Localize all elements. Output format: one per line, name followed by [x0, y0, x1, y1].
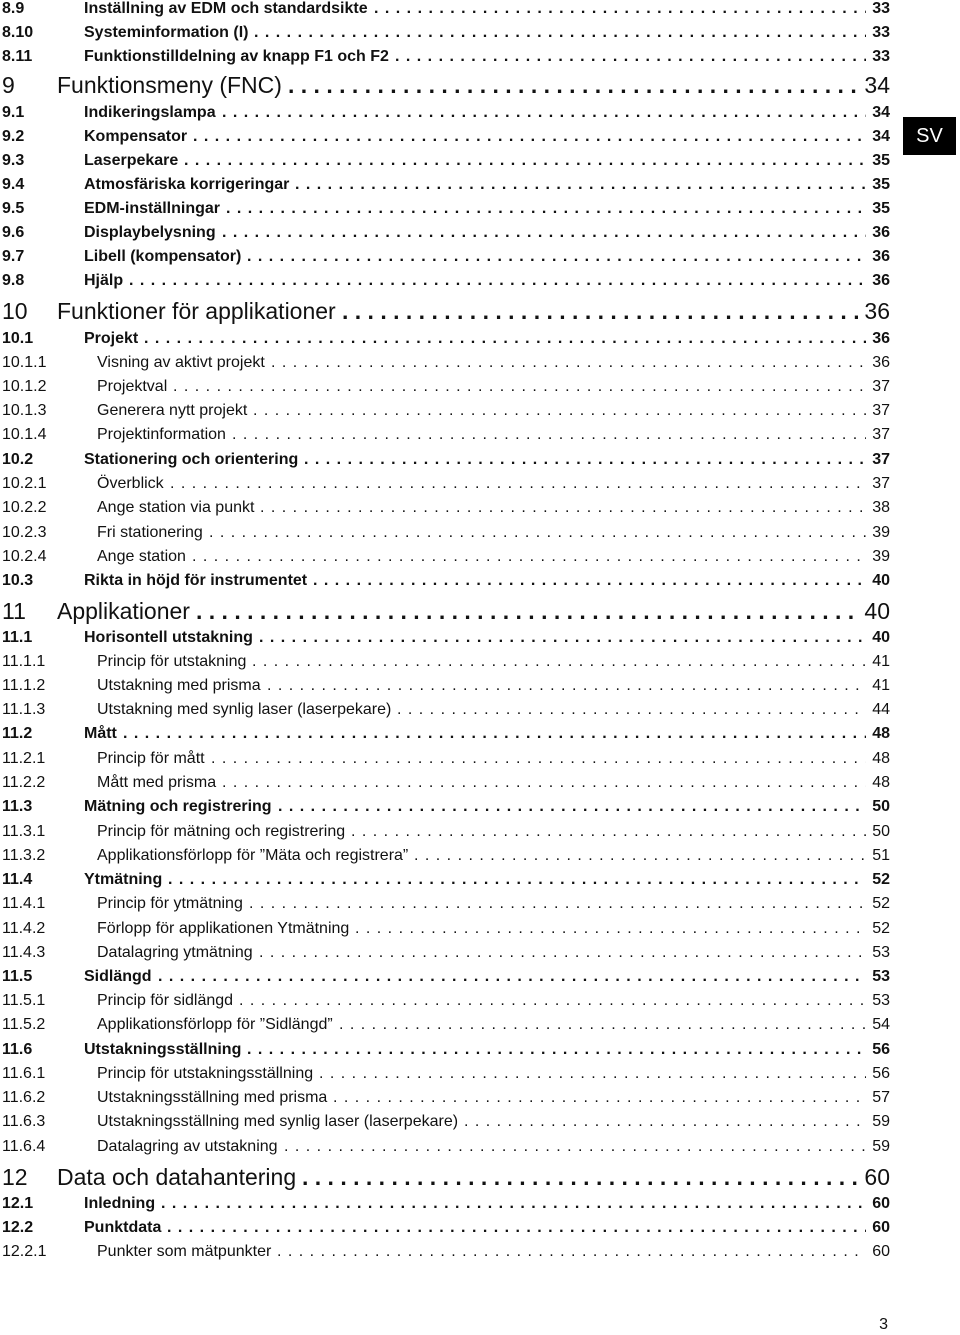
toc-page: 53 [872, 992, 890, 1009]
toc-entry-row[interactable] [0, 992, 890, 1012]
toc-leader-dots [284, 1138, 866, 1156]
toc-number: 12.1 [2, 1195, 34, 1212]
toc-page: 37 [872, 475, 890, 492]
toc-title: Projektinformation [97, 426, 226, 443]
toc-entry-row[interactable] [0, 920, 890, 940]
toc-title: Applikationer [57, 598, 190, 624]
toc-title: Ytmätning [84, 871, 163, 888]
toc-number: 11.4.3 [2, 944, 46, 961]
toc-entry-row[interactable] [0, 1219, 890, 1239]
toc-number: 10.1 [2, 330, 34, 347]
toc-number: 12.2 [2, 1219, 34, 1236]
toc-title: Förlopp för applikationen Ytmätning [97, 920, 350, 937]
toc-entry-row[interactable] [0, 104, 890, 124]
toc-leader-dots [342, 298, 858, 325]
toc-entry-row[interactable] [0, 224, 890, 244]
toc-number: 11.5 [2, 968, 33, 985]
toc-leader-dots [302, 1164, 858, 1191]
toc-title: Utstakningsställning med prisma [97, 1089, 328, 1106]
toc-title: Punkter som mätpunkter [97, 1243, 272, 1260]
toc-title: Mätning och registrering [84, 798, 272, 815]
toc-title: Princip för ytmätning [97, 895, 243, 912]
toc-leader-dots [295, 176, 866, 194]
toc-leader-dots [170, 475, 866, 493]
toc-entry-row[interactable] [0, 968, 890, 988]
toc-chapter-row[interactable] [0, 598, 890, 628]
toc-title: Mått [84, 725, 117, 742]
toc-entry-row[interactable] [0, 176, 890, 196]
toc-entry-row[interactable] [0, 24, 890, 44]
toc-number: 10.1.3 [2, 402, 47, 419]
toc-page: 56 [872, 1041, 890, 1058]
toc-leader-dots [374, 0, 866, 18]
toc-number: 11.6.2 [2, 1089, 46, 1106]
toc-number: 10 [2, 298, 28, 324]
toc-number: 10.2.2 [2, 499, 47, 516]
toc-number: 9 [2, 72, 15, 98]
toc-number: 11.1.1 [2, 653, 46, 670]
toc-title: Stationering och orientering [84, 451, 299, 468]
toc-page: 53 [872, 944, 890, 961]
toc-leader-dots [313, 572, 866, 590]
toc-chapter-row[interactable] [0, 72, 890, 102]
toc-number: 10.2.1 [2, 475, 47, 492]
toc-leader-dots [333, 1089, 866, 1107]
toc-page: 51 [872, 847, 890, 864]
toc-title: Applikationsförlopp för ”Mäta och registrera” [97, 847, 409, 864]
toc-leader-dots [254, 24, 866, 42]
toc-entry-row[interactable] [0, 895, 890, 915]
toc-number: 11.5.2 [2, 1016, 46, 1033]
toc-page: 34 [872, 128, 890, 145]
toc-title: Data och datahantering [57, 1164, 297, 1190]
toc-leader-dots [277, 1243, 866, 1261]
toc-leader-dots [193, 128, 866, 146]
toc-page: 60 [864, 1164, 890, 1190]
toc-leader-dots [123, 725, 866, 743]
toc-leader-dots [129, 272, 866, 290]
toc-title: Rikta in höjd för instrumentet [84, 572, 308, 589]
toc-leader-dots [249, 895, 866, 913]
toc-leader-dots [209, 524, 866, 542]
toc-entry-row[interactable] [0, 451, 890, 471]
language-tab: SV [903, 117, 956, 155]
toc-page: 37 [872, 451, 890, 468]
toc-title: Princip för mätning och registrering [97, 823, 346, 840]
toc-entry-row[interactable] [0, 1195, 890, 1215]
toc-entry-row[interactable] [0, 1065, 890, 1085]
toc-title: Laserpekare [84, 152, 179, 169]
toc-leader-dots [395, 48, 866, 66]
toc-title: Utstakningsställning med synlig laser (laserpekare) [97, 1113, 459, 1130]
toc-page: 40 [872, 629, 890, 646]
toc-entry-row[interactable] [0, 48, 890, 68]
toc-page: 36 [872, 330, 890, 347]
toc-entry-row[interactable] [0, 572, 890, 592]
toc-page: 60 [872, 1195, 890, 1212]
toc-number: 11.2 [2, 725, 33, 742]
toc-number: 11.4.2 [2, 920, 46, 937]
toc-entry-row[interactable] [0, 354, 890, 374]
toc-page: 35 [872, 176, 890, 193]
toc-entry-row[interactable] [0, 248, 890, 268]
toc-page: 40 [864, 598, 890, 624]
toc-title: Libell (kompensator) [84, 248, 242, 265]
toc-entry-row[interactable] [0, 871, 890, 891]
toc-title: Princip för utstakning [97, 653, 247, 670]
toc-leader-dots [168, 871, 866, 889]
toc-number: 8.11 [2, 48, 33, 65]
toc-title: Atmosfäriska korrigeringar [84, 176, 290, 193]
toc-number: 11.1 [2, 629, 33, 646]
toc-page: 39 [872, 548, 890, 565]
toc-title: Funktionstilldelning av knapp F1 och F2 [84, 48, 389, 65]
toc-entry-row[interactable] [0, 774, 890, 794]
toc-title: Ange station via punkt [97, 499, 255, 516]
toc-entry-row[interactable] [0, 402, 890, 422]
toc-number: 10.1.4 [2, 426, 47, 443]
toc-entry-row[interactable] [0, 653, 890, 673]
toc-number: 8.9 [2, 0, 25, 17]
toc-title: Utstakningsställning [84, 1041, 242, 1058]
toc-page: 52 [872, 871, 890, 888]
toc-page: 60 [872, 1243, 890, 1260]
toc-leader-dots [184, 152, 866, 170]
toc-number: 10.2.4 [2, 548, 47, 565]
toc-title: Systeminformation (I) [84, 24, 249, 41]
toc-page: 33 [872, 24, 890, 41]
toc-leader-dots [355, 920, 866, 938]
toc-number: 11.2.2 [2, 774, 46, 791]
toc-entry-row[interactable] [0, 750, 890, 770]
toc-title: Utstakning med synlig laser (laserpekare) [97, 701, 392, 718]
toc-page: 33 [872, 0, 890, 17]
toc-entry-row[interactable] [0, 548, 890, 568]
toc-title: Princip för mått [97, 750, 205, 767]
toc-leader-dots [247, 1041, 866, 1059]
toc-number: 11.6.4 [2, 1138, 46, 1155]
toc-page: 48 [872, 725, 890, 742]
toc-entry-row[interactable] [0, 1016, 890, 1036]
toc-entry-row[interactable] [0, 944, 890, 964]
toc-number: 9.7 [2, 248, 25, 265]
toc-page: 56 [872, 1065, 890, 1082]
toc-leader-dots [260, 499, 866, 517]
toc-number: 10.2 [2, 451, 34, 468]
toc-title: Horisontell utstakning [84, 629, 253, 646]
toc-entry-row[interactable] [0, 1089, 890, 1109]
toc-page: 34 [872, 104, 890, 121]
toc-leader-dots [253, 402, 866, 420]
toc-title: Funktionsmeny (FNC) [57, 72, 282, 98]
toc-title: Generera nytt projekt [97, 402, 248, 419]
toc-number: 9.6 [2, 224, 25, 241]
toc-leader-dots [161, 1195, 866, 1213]
toc-leader-dots [259, 629, 866, 647]
toc-entry-row[interactable] [0, 1243, 890, 1263]
toc-title: Ange station [97, 548, 186, 565]
toc-number: 11.3.2 [2, 847, 46, 864]
toc-entry-row[interactable] [0, 1138, 890, 1158]
toc-page: 48 [872, 774, 890, 791]
toc-entry-row[interactable] [0, 847, 890, 867]
toc-page: 53 [872, 968, 890, 985]
toc-entry-row[interactable] [0, 1113, 890, 1133]
toc-page: 52 [872, 895, 890, 912]
toc-title: Displaybelysning [84, 224, 216, 241]
toc-title: Sidlängd [84, 968, 152, 985]
toc-title: Överblick [97, 475, 164, 492]
toc-entry-row[interactable] [0, 152, 890, 172]
toc-page: 36 [872, 272, 890, 289]
toc-leader-dots [259, 944, 866, 962]
toc-page: 35 [872, 200, 890, 217]
toc-leader-dots [167, 1219, 866, 1237]
toc-page: 36 [864, 298, 890, 324]
toc-leader-dots [464, 1113, 866, 1131]
toc-entry-row[interactable] [0, 823, 890, 843]
toc-entry-row[interactable] [0, 378, 890, 398]
toc-title: EDM-inställningar [84, 200, 221, 217]
toc-number: 9.5 [2, 200, 25, 217]
toc-page: 41 [872, 653, 890, 670]
toc-leader-dots [247, 248, 866, 266]
toc-leader-dots [288, 72, 858, 99]
toc-page: 35 [872, 152, 890, 169]
toc-leader-dots [252, 653, 866, 671]
toc-number: 8.10 [2, 24, 34, 41]
toc-leader-dots [397, 701, 866, 719]
toc-page: 37 [872, 426, 890, 443]
toc-title: Fri stationering [97, 524, 203, 541]
toc-title: Applikationsförlopp för ”Sidlängd” [97, 1016, 333, 1033]
toc-title: Indikeringslampa [84, 104, 216, 121]
toc-title: Princip för utstakningsställning [97, 1065, 314, 1082]
toc-entry-row[interactable] [0, 499, 890, 519]
toc-number: 11.1.2 [2, 677, 46, 694]
toc-title: Inledning [84, 1195, 156, 1212]
toc-entry-row[interactable] [0, 330, 890, 350]
toc-page: 39 [872, 524, 890, 541]
toc-page: 36 [872, 248, 890, 265]
toc-page: 54 [872, 1016, 890, 1033]
toc-title: Punktdata [84, 1219, 162, 1236]
toc-number: 11.4.1 [2, 895, 46, 912]
toc-page: 34 [864, 72, 890, 98]
toc-entry-row[interactable] [0, 629, 890, 649]
toc-number: 11.4 [2, 871, 33, 888]
toc-number: 11.6.1 [2, 1065, 46, 1082]
toc-page: 41 [872, 677, 890, 694]
toc-entry-row[interactable] [0, 0, 890, 20]
toc-page: 37 [872, 378, 890, 395]
toc-title: Hjälp [84, 272, 124, 289]
toc-page: 36 [872, 224, 890, 241]
toc-leader-dots [267, 677, 866, 695]
toc-page: 38 [872, 499, 890, 516]
toc-leader-dots [222, 774, 866, 792]
toc-entry-row[interactable] [0, 272, 890, 292]
toc-number: 11.6 [2, 1041, 33, 1058]
toc-number: 12 [2, 1164, 28, 1190]
toc-title: Mått med prisma [97, 774, 217, 791]
toc-leader-dots [211, 750, 866, 768]
toc-number: 11 [2, 598, 26, 624]
toc-entry-row[interactable] [0, 798, 890, 818]
toc-leader-dots [144, 330, 866, 348]
toc-entry-row[interactable] [0, 1041, 890, 1061]
toc-leader-dots [304, 451, 866, 469]
toc-entry-row[interactable] [0, 475, 890, 495]
toc-number: 11.6.3 [2, 1113, 46, 1130]
toc-title: Datalagring av utstakning [97, 1138, 278, 1155]
toc-page: 40 [872, 572, 890, 589]
toc-leader-dots [196, 598, 858, 625]
toc-leader-dots [339, 1016, 866, 1034]
toc-number: 9.3 [2, 152, 25, 169]
toc-leader-dots [226, 200, 866, 218]
toc-entry-row[interactable] [0, 524, 890, 544]
toc-page: 37 [872, 402, 890, 419]
toc-title: Inställning av EDM och standardsikte [84, 0, 368, 17]
toc-number: 10.1.2 [2, 378, 47, 395]
toc-number: 9.4 [2, 176, 25, 193]
toc-leader-dots [351, 823, 866, 841]
toc-page: 44 [872, 701, 890, 718]
toc-number: 11.5.1 [2, 992, 46, 1009]
toc-leader-dots [278, 798, 866, 816]
toc-title: Kompensator [84, 128, 188, 145]
toc-title: Funktioner för applikationer [57, 298, 336, 324]
toc-entry-row[interactable] [0, 725, 890, 745]
toc-title: Utstakning med prisma [97, 677, 261, 694]
toc-leader-dots [319, 1065, 866, 1083]
toc-number: 12.2.1 [2, 1243, 47, 1260]
toc-title: Projekt [84, 330, 139, 347]
toc-leader-dots [239, 992, 866, 1010]
toc-number: 10.1.1 [2, 354, 47, 371]
toc-page: 60 [872, 1219, 890, 1236]
toc-leader-dots [173, 378, 866, 396]
toc-page: 59 [872, 1138, 890, 1155]
toc-page: 57 [872, 1089, 890, 1106]
toc-entry-row[interactable] [0, 701, 890, 721]
toc-title: Visning av aktivt projekt [97, 354, 265, 371]
toc-page: 48 [872, 750, 890, 767]
toc-number: 10.3 [2, 572, 34, 589]
toc-title: Projektval [97, 378, 168, 395]
toc-leader-dots [414, 847, 866, 865]
toc-number: 9.2 [2, 128, 25, 145]
toc-number: 9.1 [2, 104, 25, 121]
toc-leader-dots [232, 426, 866, 444]
toc-entry-row[interactable] [0, 426, 890, 446]
toc-number: 11.1.3 [2, 701, 46, 718]
toc-leader-dots [222, 104, 866, 122]
toc-title: Datalagring ytmätning [97, 944, 253, 961]
toc-page: 52 [872, 920, 890, 937]
toc-chapter-row[interactable] [0, 298, 890, 328]
toc-entry-row[interactable] [0, 128, 890, 148]
toc-number: 11.2.1 [2, 750, 46, 767]
toc-title: Princip för sidlängd [97, 992, 234, 1009]
toc-number: 11.3 [2, 798, 33, 815]
toc-number: 9.8 [2, 272, 25, 289]
toc-page: 50 [872, 823, 890, 840]
toc-chapter-row[interactable] [0, 1164, 890, 1194]
toc-page: 33 [872, 48, 890, 65]
toc-page: 36 [872, 354, 890, 371]
toc-leader-dots [271, 354, 866, 372]
toc-leader-dots [192, 548, 866, 566]
toc-number: 10.2.3 [2, 524, 47, 541]
page-number: 3 [879, 1316, 888, 1333]
toc-page: 59 [872, 1113, 890, 1130]
toc-page: 50 [872, 798, 890, 815]
toc-leader-dots [158, 968, 866, 986]
toc-number: 11.3.1 [2, 823, 46, 840]
toc-leader-dots [222, 224, 866, 242]
toc-entry-row[interactable] [0, 677, 890, 697]
toc-entry-row[interactable] [0, 200, 890, 220]
